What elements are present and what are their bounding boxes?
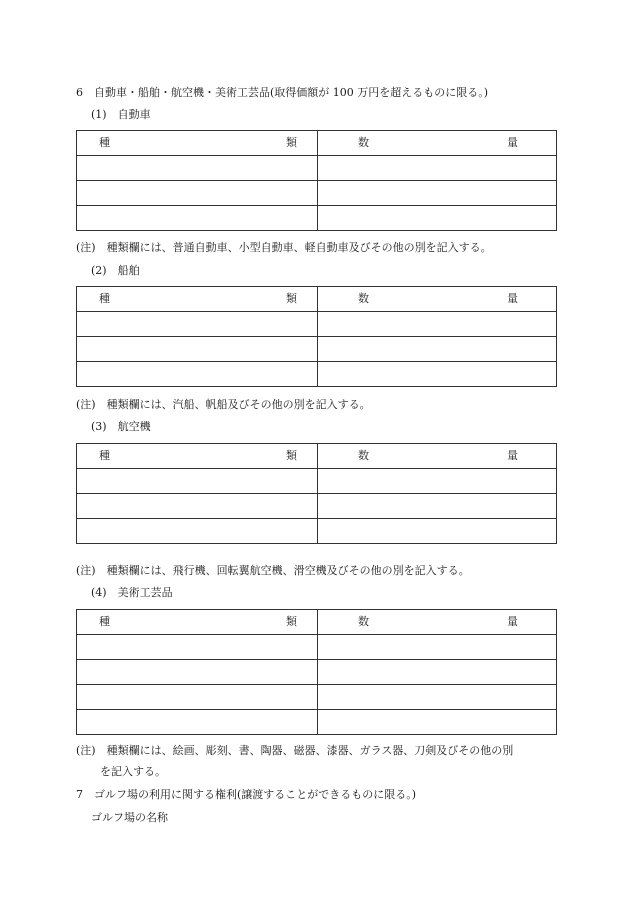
quantity-header-left: 数 (358, 292, 369, 305)
quantity-header-left: 数 (358, 615, 369, 628)
quantity-cell[interactable] (318, 519, 557, 544)
section-6-title: 6 自動車・船舶・航空機・美術工芸品(取得価額が 100 万円を超えるものに限る。) (76, 86, 489, 99)
kind-header-right: 類 (286, 292, 297, 305)
table-header-row (77, 131, 557, 156)
quantity-header-right: 量 (507, 449, 518, 462)
ships-table (76, 286, 557, 387)
quantity-cell[interactable] (318, 685, 557, 710)
ships-note: (注) 種類欄には、汽船、帆船及びその他の別を記入する。 (76, 398, 371, 411)
quantity-cell[interactable] (318, 312, 557, 337)
quantity-column-header (318, 287, 557, 312)
table-row (77, 685, 557, 710)
table-row (77, 635, 557, 660)
quantity-header-right: 量 (507, 136, 518, 149)
table-row (77, 519, 557, 544)
aircraft-note: (注) 種類欄には、飛行機、回転翼航空機、滑空機及びその他の別を記入する。 (76, 564, 470, 577)
ships-heading: (2) 船舶 (91, 264, 140, 277)
table-row (77, 337, 557, 362)
quantity-column-header (318, 444, 557, 469)
kind-header-left: 種 (99, 615, 110, 628)
aircraft-table (76, 443, 557, 544)
quantity-cell[interactable] (318, 494, 557, 519)
kind-cell[interactable] (77, 362, 318, 387)
kind-header-left: 種 (99, 136, 110, 149)
table-header-row (77, 287, 557, 312)
kind-cell[interactable] (77, 337, 318, 362)
quantity-cell[interactable] (318, 635, 557, 660)
kind-column-header (77, 287, 318, 312)
kind-header-left: 種 (99, 292, 110, 305)
quantity-column-header (318, 131, 557, 156)
kind-column-header (77, 131, 318, 156)
table-header-row (77, 444, 557, 469)
quantity-header-left: 数 (358, 449, 369, 462)
table-row (77, 710, 557, 735)
kind-cell[interactable] (77, 635, 318, 660)
crafts-heading: (4) 美術工芸品 (91, 586, 173, 599)
kind-header-right: 類 (286, 449, 297, 462)
quantity-cell[interactable] (318, 660, 557, 685)
kind-column-header (77, 610, 318, 635)
kind-cell[interactable] (77, 206, 318, 231)
table-row (77, 362, 557, 387)
cars-table (76, 130, 557, 231)
quantity-cell[interactable] (318, 469, 557, 494)
table-row (77, 181, 557, 206)
kind-header-right: 類 (286, 615, 297, 628)
kind-cell[interactable] (77, 469, 318, 494)
quantity-cell[interactable] (318, 710, 557, 735)
quantity-header-right: 量 (507, 615, 518, 628)
crafts-note-line-2: を記入する。 (100, 765, 166, 778)
cars-heading: (1) 自動車 (91, 108, 151, 121)
kind-cell[interactable] (77, 660, 318, 685)
crafts-note-line-1: (注) 種類欄には、絵画、彫刻、書、陶器、磁器、漆器、ガラス器、刀剣及びその他の別 (76, 744, 514, 757)
cars-note: (注) 種類欄には、普通自動車、小型自動車、軽自動車及びその他の別を記入する。 (76, 241, 492, 254)
table-row (77, 469, 557, 494)
quantity-cell[interactable] (318, 362, 557, 387)
table-row (77, 660, 557, 685)
quantity-header-right: 量 (507, 292, 518, 305)
table-row (77, 312, 557, 337)
quantity-cell[interactable] (318, 337, 557, 362)
quantity-cell[interactable] (318, 206, 557, 231)
table-row (77, 206, 557, 231)
aircraft-heading: (3) 航空機 (91, 420, 151, 433)
kind-cell[interactable] (77, 519, 318, 544)
table-row (77, 156, 557, 181)
quantity-cell[interactable] (318, 156, 557, 181)
table-row (77, 494, 557, 519)
quantity-cell[interactable] (318, 181, 557, 206)
kind-column-header (77, 444, 318, 469)
table-header-row (77, 610, 557, 635)
kind-cell[interactable] (77, 494, 318, 519)
golf-course-name-label: ゴルフ場の名称 (91, 811, 168, 824)
crafts-table (76, 609, 557, 735)
kind-cell[interactable] (77, 685, 318, 710)
kind-cell[interactable] (77, 312, 318, 337)
kind-header-left: 種 (99, 449, 110, 462)
quantity-header-left: 数 (358, 136, 369, 149)
kind-header-right: 類 (286, 136, 297, 149)
kind-cell[interactable] (77, 156, 318, 181)
section-7-title: 7 ゴルフ場の利用に関する権利(譲渡することができるものに限る。) (76, 788, 417, 801)
kind-cell[interactable] (77, 181, 318, 206)
quantity-column-header (318, 610, 557, 635)
kind-cell[interactable] (77, 710, 318, 735)
